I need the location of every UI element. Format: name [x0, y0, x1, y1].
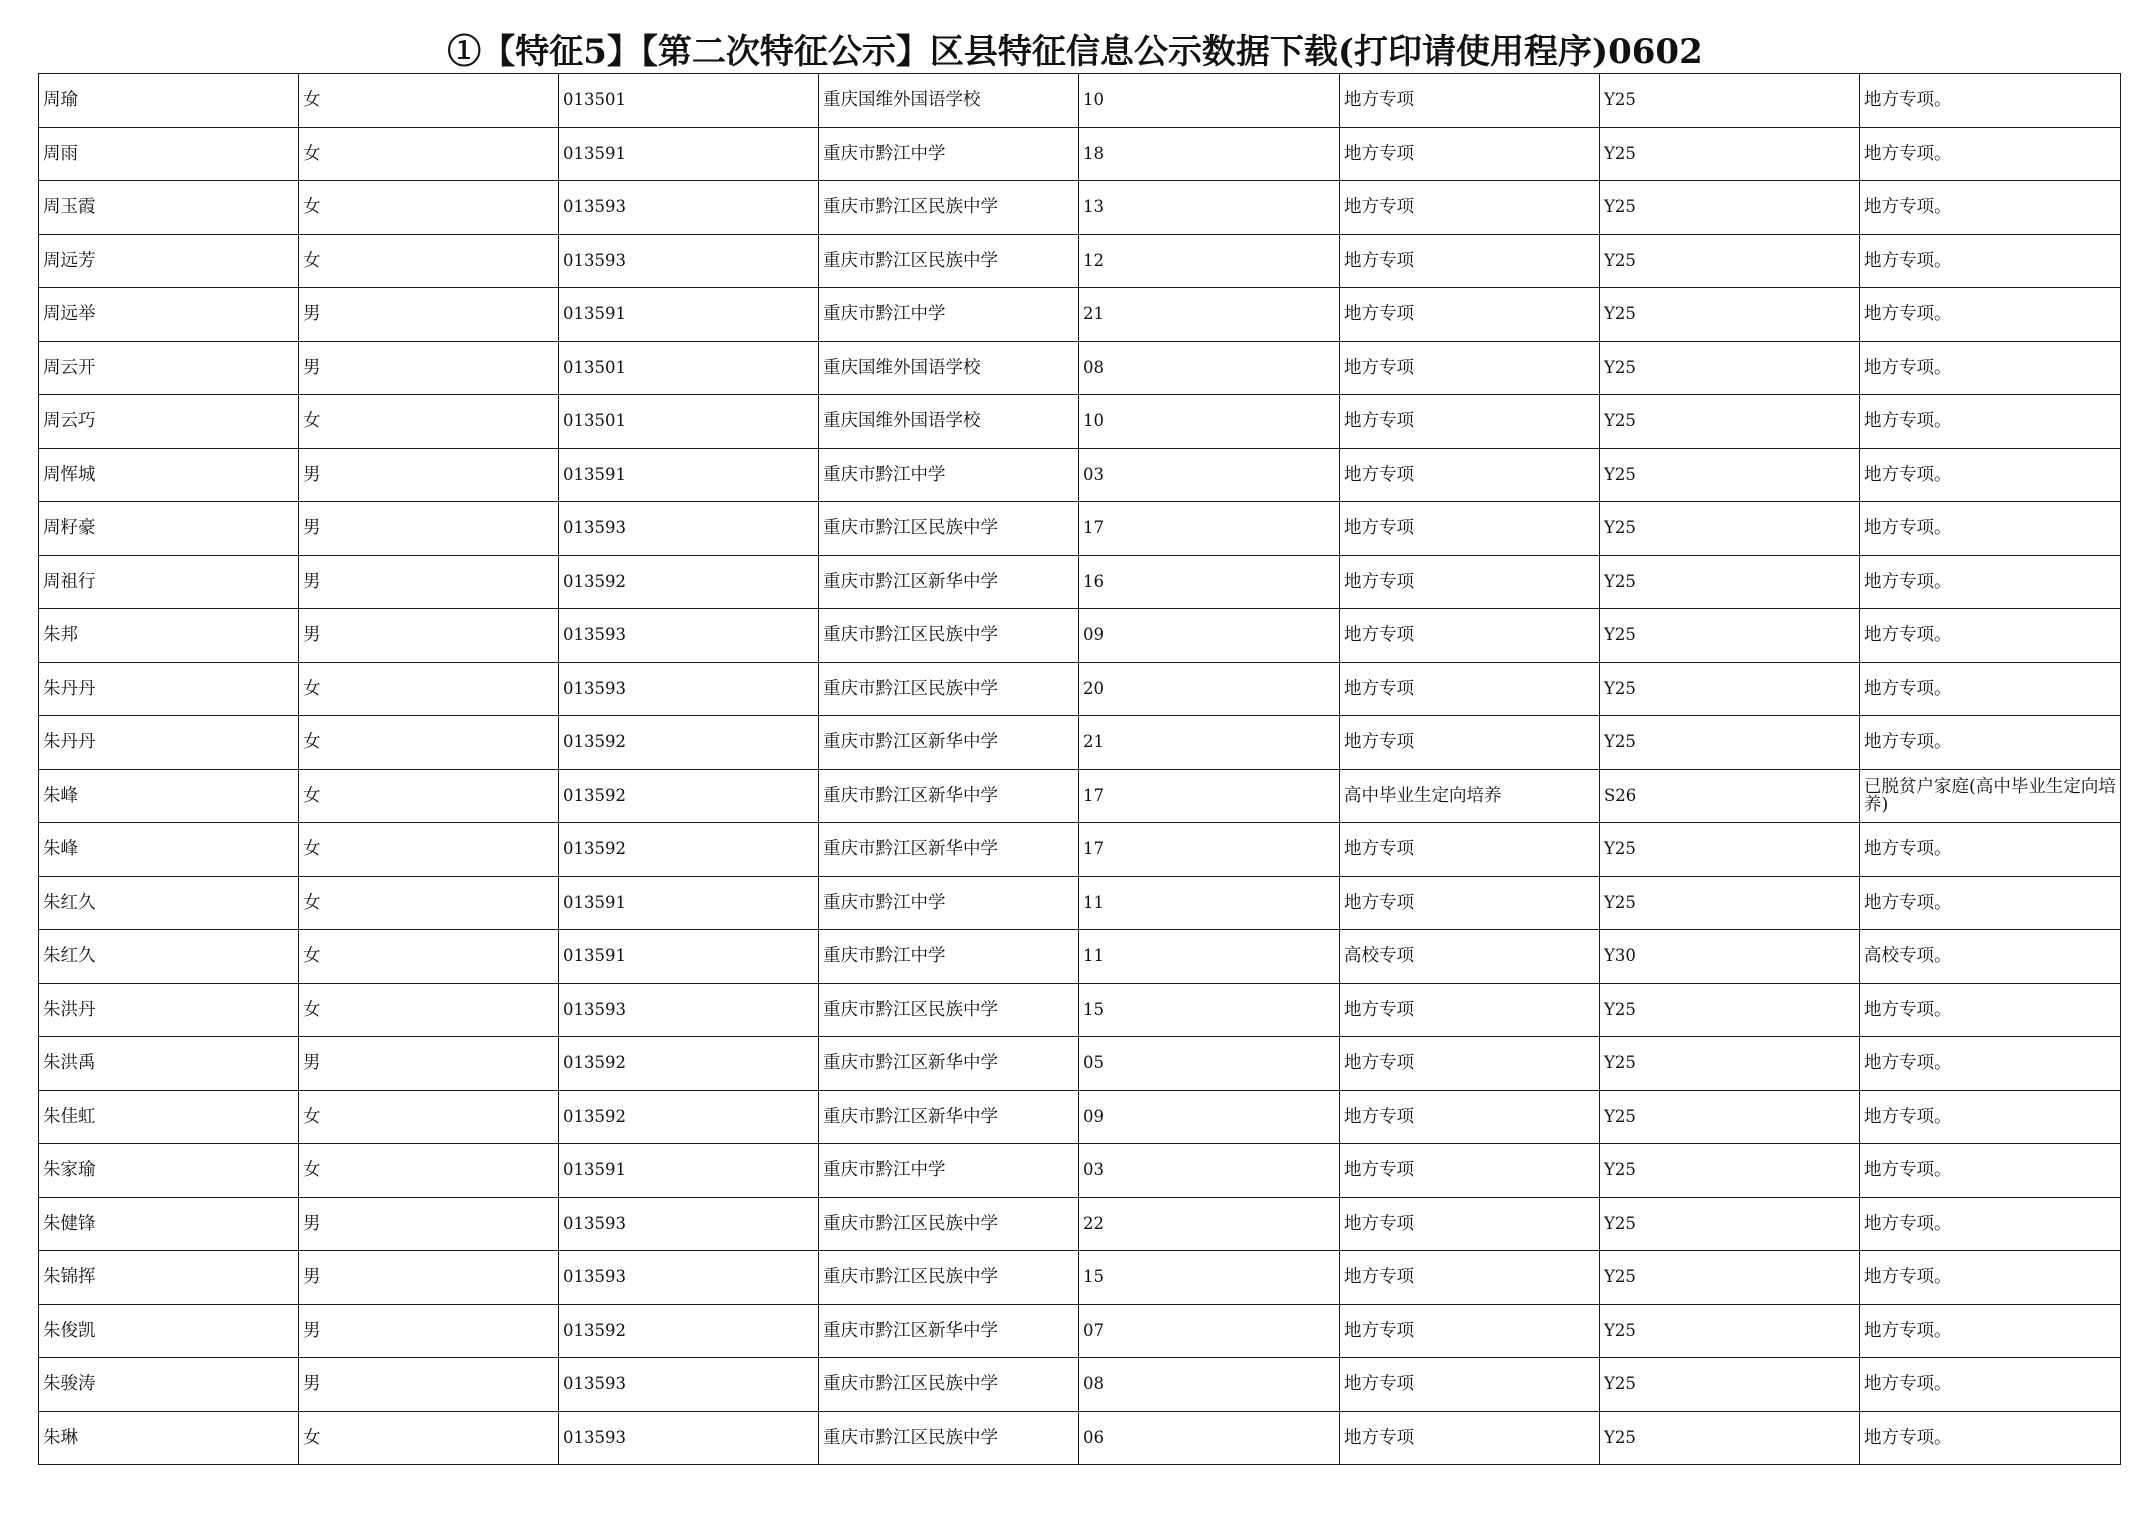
category-cell: 地方专项	[1340, 502, 1600, 556]
gender-cell: 男	[299, 288, 559, 342]
code-cell: Y25	[1600, 1251, 1860, 1305]
school-code-cell: 013593	[559, 662, 819, 716]
remark-cell: 地方专项。	[1860, 1090, 2121, 1144]
gender-cell: 女	[299, 74, 559, 128]
remark-cell: 地方专项。	[1860, 448, 2121, 502]
class-cell: 12	[1079, 234, 1340, 288]
table-row	[39, 1037, 2121, 1091]
class-cell: 13	[1079, 181, 1340, 235]
school-name-cell: 重庆市黔江区民族中学	[819, 181, 1079, 235]
school-name-cell: 重庆市黔江区新华中学	[819, 769, 1079, 823]
table-row	[39, 74, 2121, 128]
gender-cell: 女	[299, 181, 559, 235]
school-code-cell: 013592	[559, 555, 819, 609]
class-cell: 17	[1079, 502, 1340, 556]
remark-cell: 地方专项。	[1860, 234, 2121, 288]
table-row	[39, 555, 2121, 609]
remark-cell: 地方专项。	[1860, 341, 2121, 395]
roster-table	[38, 73, 2121, 1465]
name-cell: 周玉霞	[39, 181, 299, 235]
page-title: ①【特征5】【第二次特征公示】区县特征信息公示数据下载(打印请使用程序)0602	[447, 32, 1703, 72]
code-cell: Y25	[1600, 1411, 1860, 1465]
class-cell: 06	[1079, 1411, 1340, 1465]
code-cell: Y25	[1600, 609, 1860, 663]
school-name-cell: 重庆市黔江中学	[819, 127, 1079, 181]
class-cell: 07	[1079, 1304, 1340, 1358]
school-name-cell: 重庆市黔江区新华中学	[819, 555, 1079, 609]
category-cell: 地方专项	[1340, 1251, 1600, 1305]
table-row	[39, 234, 2121, 288]
gender-cell: 男	[299, 1304, 559, 1358]
table-row	[39, 127, 2121, 181]
category-cell: 地方专项	[1340, 1144, 1600, 1198]
school-name-cell: 重庆市黔江中学	[819, 448, 1079, 502]
table-row	[39, 1144, 2121, 1198]
gender-cell: 女	[299, 127, 559, 181]
category-cell: 地方专项	[1340, 983, 1600, 1037]
school-name-cell: 重庆市黔江区民族中学	[819, 234, 1079, 288]
code-cell: Y25	[1600, 1144, 1860, 1198]
class-cell: 17	[1079, 823, 1340, 877]
name-cell: 朱锦挥	[39, 1251, 299, 1305]
school-code-cell: 013593	[559, 502, 819, 556]
gender-cell: 女	[299, 1411, 559, 1465]
table-row	[39, 1411, 2121, 1465]
category-cell: 地方专项	[1340, 555, 1600, 609]
table-row	[39, 609, 2121, 663]
school-code-cell: 013592	[559, 769, 819, 823]
school-code-cell: 013593	[559, 234, 819, 288]
name-cell: 朱红久	[39, 930, 299, 984]
gender-cell: 女	[299, 876, 559, 930]
code-cell: Y25	[1600, 341, 1860, 395]
category-cell: 地方专项	[1340, 1090, 1600, 1144]
school-name-cell: 重庆市黔江中学	[819, 876, 1079, 930]
table-row	[39, 823, 2121, 877]
class-cell: 15	[1079, 1251, 1340, 1305]
name-cell: 朱丹丹	[39, 716, 299, 770]
category-cell: 地方专项	[1340, 448, 1600, 502]
category-cell: 地方专项	[1340, 1358, 1600, 1412]
gender-cell: 女	[299, 769, 559, 823]
class-cell: 16	[1079, 555, 1340, 609]
name-cell: 朱丹丹	[39, 662, 299, 716]
school-name-cell: 重庆市黔江区民族中学	[819, 1197, 1079, 1251]
school-name-cell: 重庆市黔江区新华中学	[819, 1304, 1079, 1358]
name-cell: 朱俊凯	[39, 1304, 299, 1358]
school-code-cell: 013592	[559, 1090, 819, 1144]
code-cell: Y25	[1600, 1304, 1860, 1358]
remark-cell: 地方专项。	[1860, 1304, 2121, 1358]
remark-cell: 已脱贫户家庭(高中毕业生定向培养)	[1860, 769, 2121, 823]
school-code-cell: 013593	[559, 181, 819, 235]
remark-cell: 地方专项。	[1860, 1197, 2121, 1251]
table-row	[39, 395, 2121, 449]
code-cell: Y25	[1600, 662, 1860, 716]
class-cell: 08	[1079, 1358, 1340, 1412]
category-cell: 地方专项	[1340, 876, 1600, 930]
remark-cell: 地方专项。	[1860, 1411, 2121, 1465]
category-cell: 地方专项	[1340, 662, 1600, 716]
table-row	[39, 1358, 2121, 1412]
remark-cell: 地方专项。	[1860, 181, 2121, 235]
table-row	[39, 930, 2121, 984]
category-cell: 地方专项	[1340, 716, 1600, 770]
class-cell: 11	[1079, 876, 1340, 930]
name-cell: 朱洪丹	[39, 983, 299, 1037]
school-name-cell: 重庆市黔江区民族中学	[819, 662, 1079, 716]
gender-cell: 男	[299, 555, 559, 609]
remark-cell: 地方专项。	[1860, 983, 2121, 1037]
gender-cell: 女	[299, 716, 559, 770]
code-cell: Y25	[1600, 1037, 1860, 1091]
gender-cell: 男	[299, 502, 559, 556]
class-cell: 03	[1079, 1144, 1340, 1198]
name-cell: 周恽城	[39, 448, 299, 502]
name-cell: 朱邦	[39, 609, 299, 663]
class-cell: 09	[1079, 609, 1340, 663]
table-row	[39, 1304, 2121, 1358]
name-cell: 周云开	[39, 341, 299, 395]
gender-cell: 男	[299, 1358, 559, 1412]
code-cell: Y25	[1600, 74, 1860, 128]
roster-body	[39, 74, 2121, 1465]
name-cell: 周远举	[39, 288, 299, 342]
school-code-cell: 013592	[559, 823, 819, 877]
category-cell: 地方专项	[1340, 1037, 1600, 1091]
category-cell: 地方专项	[1340, 234, 1600, 288]
remark-cell: 高校专项。	[1860, 930, 2121, 984]
table-row	[39, 1251, 2121, 1305]
class-cell: 03	[1079, 448, 1340, 502]
category-cell: 地方专项	[1340, 1197, 1600, 1251]
school-code-cell: 013591	[559, 448, 819, 502]
school-name-cell: 重庆市黔江区新华中学	[819, 1090, 1079, 1144]
gender-cell: 女	[299, 930, 559, 984]
gender-cell: 女	[299, 983, 559, 1037]
school-code-cell: 013593	[559, 1358, 819, 1412]
code-cell: Y25	[1600, 395, 1860, 449]
name-cell: 周祖行	[39, 555, 299, 609]
code-cell: Y25	[1600, 823, 1860, 877]
class-cell: 10	[1079, 74, 1340, 128]
code-cell: Y25	[1600, 555, 1860, 609]
school-name-cell: 重庆市黔江区新华中学	[819, 823, 1079, 877]
class-cell: 21	[1079, 716, 1340, 770]
gender-cell: 男	[299, 341, 559, 395]
name-cell: 朱佳虹	[39, 1090, 299, 1144]
code-cell: Y25	[1600, 448, 1860, 502]
table-row	[39, 1090, 2121, 1144]
name-cell: 周远芳	[39, 234, 299, 288]
school-name-cell: 重庆市黔江区民族中学	[819, 1251, 1079, 1305]
class-cell: 08	[1079, 341, 1340, 395]
school-code-cell: 013591	[559, 930, 819, 984]
category-cell: 地方专项	[1340, 1411, 1600, 1465]
code-cell: Y30	[1600, 930, 1860, 984]
gender-cell: 男	[299, 1037, 559, 1091]
remark-cell: 地方专项。	[1860, 823, 2121, 877]
school-name-cell: 重庆市黔江区民族中学	[819, 1358, 1079, 1412]
school-code-cell: 013591	[559, 127, 819, 181]
school-name-cell: 重庆市黔江中学	[819, 930, 1079, 984]
code-cell: S26	[1600, 769, 1860, 823]
school-name-cell: 重庆市黔江区民族中学	[819, 502, 1079, 556]
remark-cell: 地方专项。	[1860, 662, 2121, 716]
remark-cell: 地方专项。	[1860, 1251, 2121, 1305]
remark-cell: 地方专项。	[1860, 127, 2121, 181]
table-row	[39, 181, 2121, 235]
code-cell: Y25	[1600, 1090, 1860, 1144]
name-cell: 周籽豪	[39, 502, 299, 556]
name-cell: 朱骏涛	[39, 1358, 299, 1412]
class-cell: 15	[1079, 983, 1340, 1037]
category-cell: 高中毕业生定向培养	[1340, 769, 1600, 823]
class-cell: 05	[1079, 1037, 1340, 1091]
class-cell: 21	[1079, 288, 1340, 342]
category-cell: 地方专项	[1340, 609, 1600, 663]
school-code-cell: 013591	[559, 876, 819, 930]
class-cell: 10	[1079, 395, 1340, 449]
table-row	[39, 341, 2121, 395]
school-code-cell: 013501	[559, 74, 819, 128]
table-row	[39, 662, 2121, 716]
category-cell: 地方专项	[1340, 1304, 1600, 1358]
gender-cell: 女	[299, 234, 559, 288]
name-cell: 朱峰	[39, 769, 299, 823]
code-cell: Y25	[1600, 983, 1860, 1037]
category-cell: 地方专项	[1340, 823, 1600, 877]
gender-cell: 女	[299, 395, 559, 449]
name-cell: 朱健锋	[39, 1197, 299, 1251]
gender-cell: 男	[299, 1197, 559, 1251]
gender-cell: 男	[299, 609, 559, 663]
category-cell: 地方专项	[1340, 181, 1600, 235]
school-name-cell: 重庆市黔江区民族中学	[819, 1411, 1079, 1465]
school-name-cell: 重庆市黔江区民族中学	[819, 983, 1079, 1037]
school-name-cell: 重庆市黔江区新华中学	[819, 716, 1079, 770]
code-cell: Y25	[1600, 502, 1860, 556]
name-cell: 周雨	[39, 127, 299, 181]
remark-cell: 地方专项。	[1860, 288, 2121, 342]
gender-cell: 女	[299, 823, 559, 877]
school-name-cell: 重庆市黔江区民族中学	[819, 609, 1079, 663]
table-row	[39, 716, 2121, 770]
name-cell: 朱家瑜	[39, 1144, 299, 1198]
code-cell: Y25	[1600, 181, 1860, 235]
school-code-cell: 013593	[559, 1411, 819, 1465]
remark-cell: 地方专项。	[1860, 1144, 2121, 1198]
class-cell: 22	[1079, 1197, 1340, 1251]
table-row	[39, 769, 2121, 823]
class-cell: 11	[1079, 930, 1340, 984]
remark-cell: 地方专项。	[1860, 1358, 2121, 1412]
category-cell: 地方专项	[1340, 395, 1600, 449]
school-code-cell: 013501	[559, 341, 819, 395]
class-cell: 18	[1079, 127, 1340, 181]
remark-cell: 地方专项。	[1860, 555, 2121, 609]
category-cell: 地方专项	[1340, 127, 1600, 181]
school-code-cell: 013501	[559, 395, 819, 449]
class-cell: 17	[1079, 769, 1340, 823]
school-name-cell: 重庆市黔江中学	[819, 1144, 1079, 1198]
name-cell: 周云巧	[39, 395, 299, 449]
category-cell: 高校专项	[1340, 930, 1600, 984]
school-name-cell: 重庆市黔江区新华中学	[819, 1037, 1079, 1091]
category-cell: 地方专项	[1340, 341, 1600, 395]
school-code-cell: 013592	[559, 716, 819, 770]
gender-cell: 女	[299, 1090, 559, 1144]
category-cell: 地方专项	[1340, 288, 1600, 342]
school-code-cell: 013591	[559, 288, 819, 342]
remark-cell: 地方专项。	[1860, 502, 2121, 556]
gender-cell: 女	[299, 662, 559, 716]
code-cell: Y25	[1600, 234, 1860, 288]
school-name-cell: 重庆市黔江中学	[819, 288, 1079, 342]
school-code-cell: 013593	[559, 1197, 819, 1251]
class-cell: 20	[1079, 662, 1340, 716]
name-cell: 周瑜	[39, 74, 299, 128]
remark-cell: 地方专项。	[1860, 876, 2121, 930]
code-cell: Y25	[1600, 127, 1860, 181]
school-name-cell: 重庆国维外国语学校	[819, 395, 1079, 449]
code-cell: Y25	[1600, 876, 1860, 930]
school-code-cell: 013592	[559, 1037, 819, 1091]
remark-cell: 地方专项。	[1860, 609, 2121, 663]
school-code-cell: 013591	[559, 1144, 819, 1198]
name-cell: 朱洪禹	[39, 1037, 299, 1091]
gender-cell: 男	[299, 1251, 559, 1305]
code-cell: Y25	[1600, 1197, 1860, 1251]
name-cell: 朱琳	[39, 1411, 299, 1465]
table-row	[39, 288, 2121, 342]
remark-cell: 地方专项。	[1860, 395, 2121, 449]
table-row	[39, 502, 2121, 556]
class-cell: 09	[1079, 1090, 1340, 1144]
gender-cell: 男	[299, 448, 559, 502]
name-cell: 朱红久	[39, 876, 299, 930]
code-cell: Y25	[1600, 288, 1860, 342]
table-row	[39, 448, 2121, 502]
school-code-cell: 013593	[559, 983, 819, 1037]
school-code-cell: 013592	[559, 1304, 819, 1358]
school-code-cell: 013593	[559, 1251, 819, 1305]
table-row	[39, 1197, 2121, 1251]
name-cell: 朱峰	[39, 823, 299, 877]
code-cell: Y25	[1600, 1358, 1860, 1412]
remark-cell: 地方专项。	[1860, 74, 2121, 128]
category-cell: 地方专项	[1340, 74, 1600, 128]
code-cell: Y25	[1600, 716, 1860, 770]
gender-cell: 女	[299, 1144, 559, 1198]
school-name-cell: 重庆国维外国语学校	[819, 341, 1079, 395]
table-row	[39, 983, 2121, 1037]
school-name-cell: 重庆国维外国语学校	[819, 74, 1079, 128]
remark-cell: 地方专项。	[1860, 1037, 2121, 1091]
school-code-cell: 013593	[559, 609, 819, 663]
table-row	[39, 876, 2121, 930]
remark-cell: 地方专项。	[1860, 716, 2121, 770]
